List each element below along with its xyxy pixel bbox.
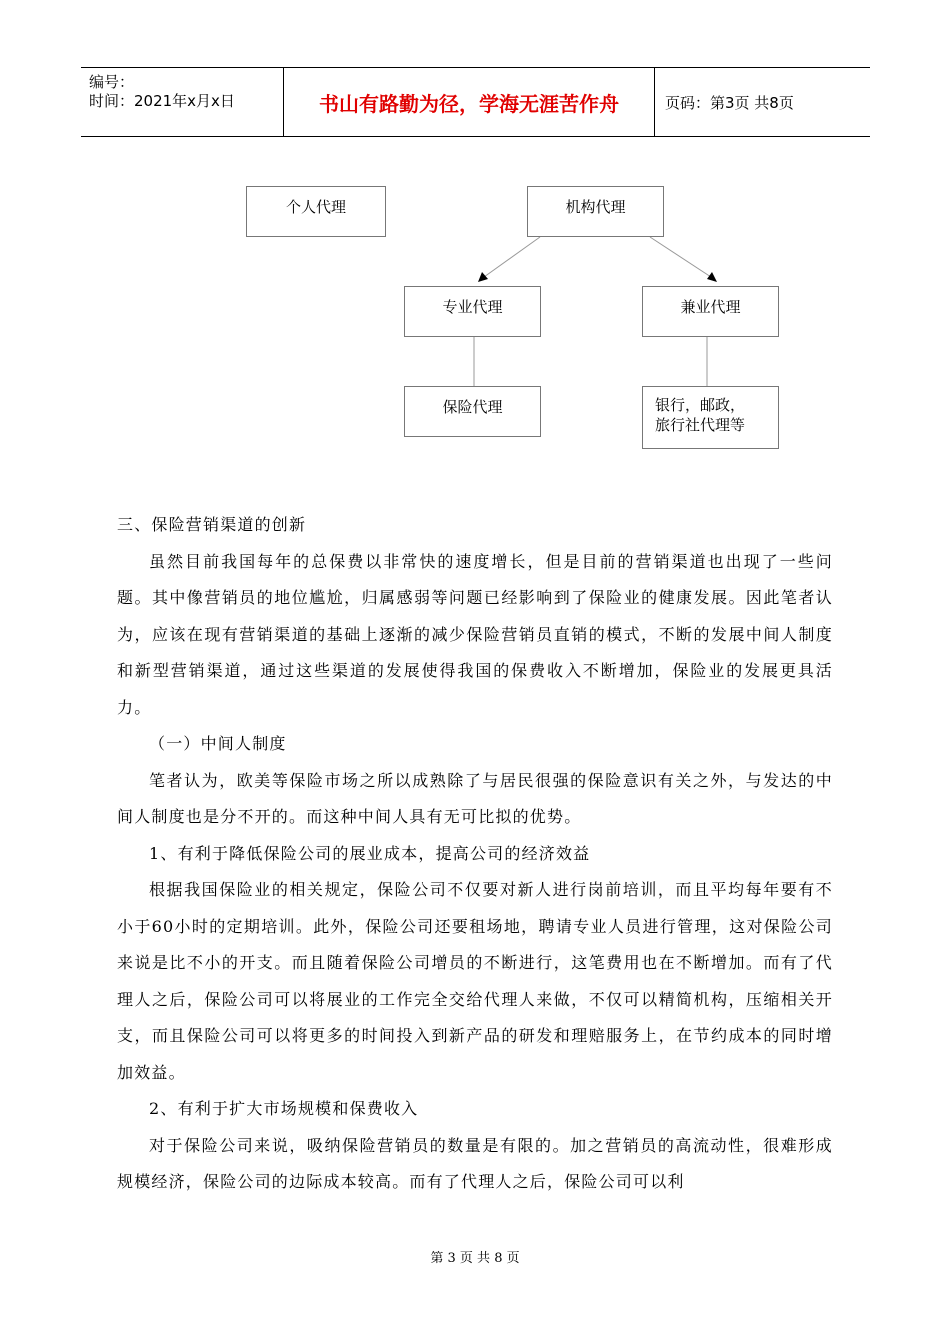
arrow-to-parttime [707,272,717,282]
box-label: 专业代理 [442,298,503,316]
box-parttime-agent [642,286,779,337]
header-meta-cell [81,68,284,136]
paragraph: 虽然目前我国每年的总保费以非常快的速度增长，但是目前的营销渠道也出现了一些问题。其中像营销员的地位尴尬，归属感弱等问题已经影响到了保险业的健康发展。因此笔者认为，应该在现有营销渠道的基础上逐渐的减少保险营销员直销的模式，不断的发展中间人制度和新型营销渠道，通过这些渠道的发展使得我国的保费收入不断增加，保险业的发展更具活力。 [117,551,833,717]
document-header [81,67,870,137]
time-label: 时间：2021年x月x日 [89,92,235,110]
box-professional-agent [404,286,541,337]
box-insurance-agent [404,386,541,437]
box-institutional-agent [527,186,664,237]
box-label-line1: 银行，邮政， [655,396,746,414]
document-body [117,507,833,1201]
connector-institutional-to-professional [484,237,540,277]
subsection-title: （一）中间人制度 [149,734,287,753]
point-heading: 1、有利于降低保险公司的展业成本，提高公司的经济效益 [149,843,591,863]
header-motto: 书山有路勤为径，学海无涯苦作舟 [284,68,655,136]
page-footer: 第 3 页 共 8 页 [430,1251,520,1266]
section-title: 三、保险营销渠道的创新 [117,515,307,534]
box-label: 机构代理 [565,198,626,216]
box-label: 兼业代理 [680,298,741,316]
paragraph: 根据我国保险业的相关规定，保险公司不仅要对新人进行岗前培训，而且平均每年要有不小于60小时的定期培训。此外，保险公司还要租场地，聘请专业人员进行管理，这对保险公司来说是比不小的开支。而且随着保险公司增员的不断进行，这笔费用也在不断增加。而有了代理人之后，保险公司可以将展业的工作完全交给代理人来做，不仅可以精简机构，压缩相关开支，而且保险公司可以将更多的时间投入到新产品的研发和理赔服务上，在节约成本的同时增加效益。 [117,880,833,1082]
box-individual-agent [246,186,386,237]
box-bank-post-agent [642,386,779,449]
box-label: 保险代理 [442,398,503,416]
box-label: 个人代理 [285,198,346,216]
paragraph: 笔者认为，欧美等保险市场之所以成熟除了与居民很强的保险意识有关之外，与发达的中间人制度也是分不开的。而这种中间人具有无可比拟的优势。 [117,770,833,826]
point-heading: 2、有利于扩大市场规模和保费收入 [149,1099,419,1118]
box-label-line2: 旅行社代理等 [655,416,746,434]
box-label [643,387,778,435]
number-label: 编号： [89,73,135,91]
arrow-to-professional [478,272,488,282]
paragraph: 对于保险公司来说，吸纳保险营销员的数量是有限的。加之营销员的高流动性，很难形成规模经济，保险公司的边际成本较高。而有了代理人之后，保险公司可以利 [117,1135,833,1191]
connector-institutional-to-parttime [650,237,711,277]
header-page-info: 页码：第3页 共8页 [665,94,794,112]
